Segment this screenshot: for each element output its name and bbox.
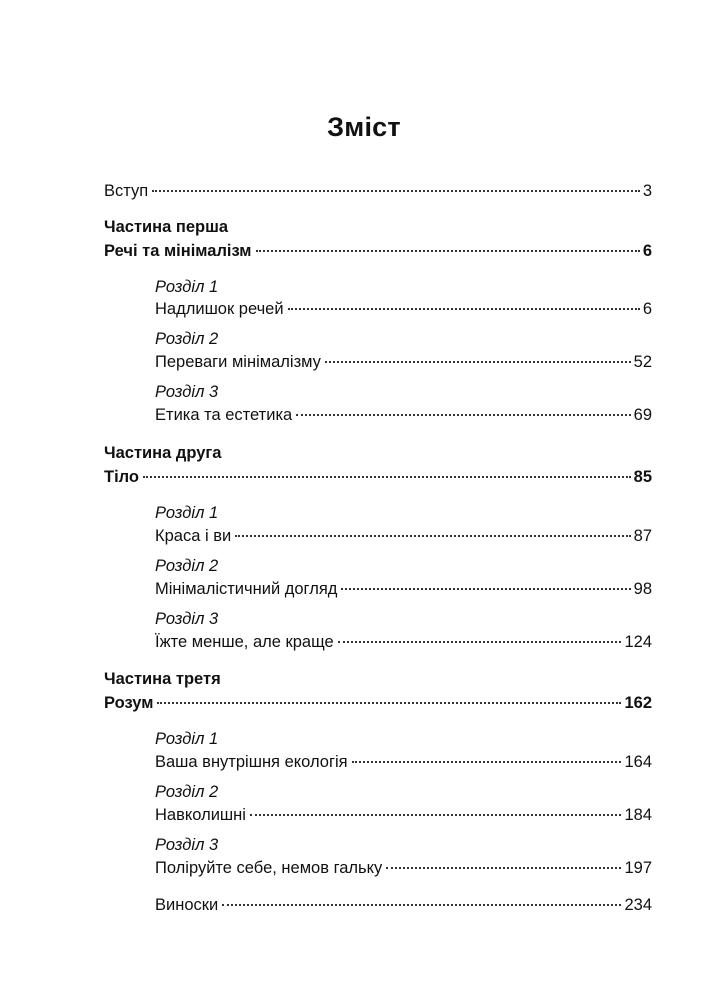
toc-page-number: 87 (633, 527, 652, 545)
toc-entry-chapter[interactable] (155, 631, 652, 653)
toc-entry-title: Тіло (104, 468, 140, 486)
dot-leader (222, 904, 621, 906)
toc-page-number: 184 (624, 806, 652, 824)
toc-entry-chapter[interactable] (155, 298, 652, 320)
dot-leader (338, 641, 622, 643)
chapter-label: Розділ 2 (155, 783, 219, 801)
dot-leader (157, 702, 621, 704)
toc-entry-title: Виноски (155, 896, 219, 914)
part-heading: Частина друга (104, 444, 222, 462)
dot-leader (143, 476, 631, 478)
toc-page-number: 197 (624, 859, 652, 877)
toc-entry-chapter[interactable] (155, 751, 652, 773)
dot-leader (296, 414, 630, 416)
toc-page-number: 98 (633, 580, 652, 598)
page-title: Зміст (327, 112, 401, 142)
toc-entry-title: Етика та естетика (155, 406, 293, 424)
chapter-label: Розділ 3 (155, 383, 219, 401)
chapter-label: Розділ 1 (155, 730, 219, 748)
dot-leader (152, 190, 640, 192)
dot-leader (352, 761, 622, 763)
toc-entry-title: Переваги мінімалізму (155, 353, 321, 371)
toc-page-number: 164 (624, 753, 652, 771)
toc-entry-chapter[interactable] (155, 578, 652, 600)
toc-entry-chapter[interactable] (155, 525, 652, 547)
dot-leader (288, 308, 640, 310)
toc-entry-intro[interactable] (104, 180, 652, 202)
toc-entry-part[interactable] (104, 240, 652, 262)
dot-leader (256, 250, 640, 252)
toc-entry-title: Розум (104, 694, 154, 712)
toc-page-number: 124 (624, 633, 652, 651)
chapter-label: Розділ 1 (155, 278, 219, 296)
dot-leader (250, 814, 622, 816)
toc-page-number: 69 (633, 406, 652, 424)
toc-page-number: 162 (624, 694, 652, 712)
toc-entry-title: Мінімалістичний догляд (155, 580, 338, 598)
toc-page-number: 6 (642, 300, 652, 318)
toc-entry-title: Ваша внутрішня екологія (155, 753, 348, 771)
toc-entry-title: Навколишні (155, 806, 246, 824)
chapter-label: Розділ 3 (155, 836, 219, 854)
toc-page-number: 3 (642, 182, 652, 200)
toc-entry-chapter[interactable] (155, 404, 652, 426)
chapter-label: Розділ 2 (155, 330, 219, 348)
dot-leader (325, 361, 631, 363)
toc-page-number: 85 (633, 468, 652, 486)
toc-entry-title: Надлишок речей (155, 300, 284, 318)
toc-entry-chapter[interactable] (155, 804, 652, 826)
chapter-label: Розділ 1 (155, 504, 219, 522)
toc-entry-footnotes[interactable] (155, 894, 652, 916)
toc-entry-title: Краса і ви (155, 527, 232, 545)
dot-leader (235, 535, 630, 537)
toc-entry-part[interactable] (104, 466, 652, 488)
chapter-label: Розділ 2 (155, 557, 219, 575)
dot-leader (341, 588, 630, 590)
part-heading: Частина третя (104, 670, 221, 688)
toc-entry-chapter[interactable] (155, 857, 652, 879)
toc-entry-chapter[interactable] (155, 351, 652, 373)
toc-page-number: 6 (642, 242, 652, 260)
chapter-label: Розділ 3 (155, 610, 219, 628)
toc-page-number: 234 (624, 896, 652, 914)
toc-entry-part[interactable] (104, 692, 652, 714)
toc-entry-title: Речі та мінімалізм (104, 242, 252, 260)
dot-leader (386, 867, 621, 869)
toc-entry-title: Їжте менше, але краще (155, 633, 334, 651)
toc-entry-title: Полiруйте себе, немов гальку (155, 859, 383, 877)
toc-entry-title: Вступ (104, 182, 149, 200)
toc-page-number: 52 (633, 353, 652, 371)
part-heading: Частина перша (104, 218, 229, 236)
